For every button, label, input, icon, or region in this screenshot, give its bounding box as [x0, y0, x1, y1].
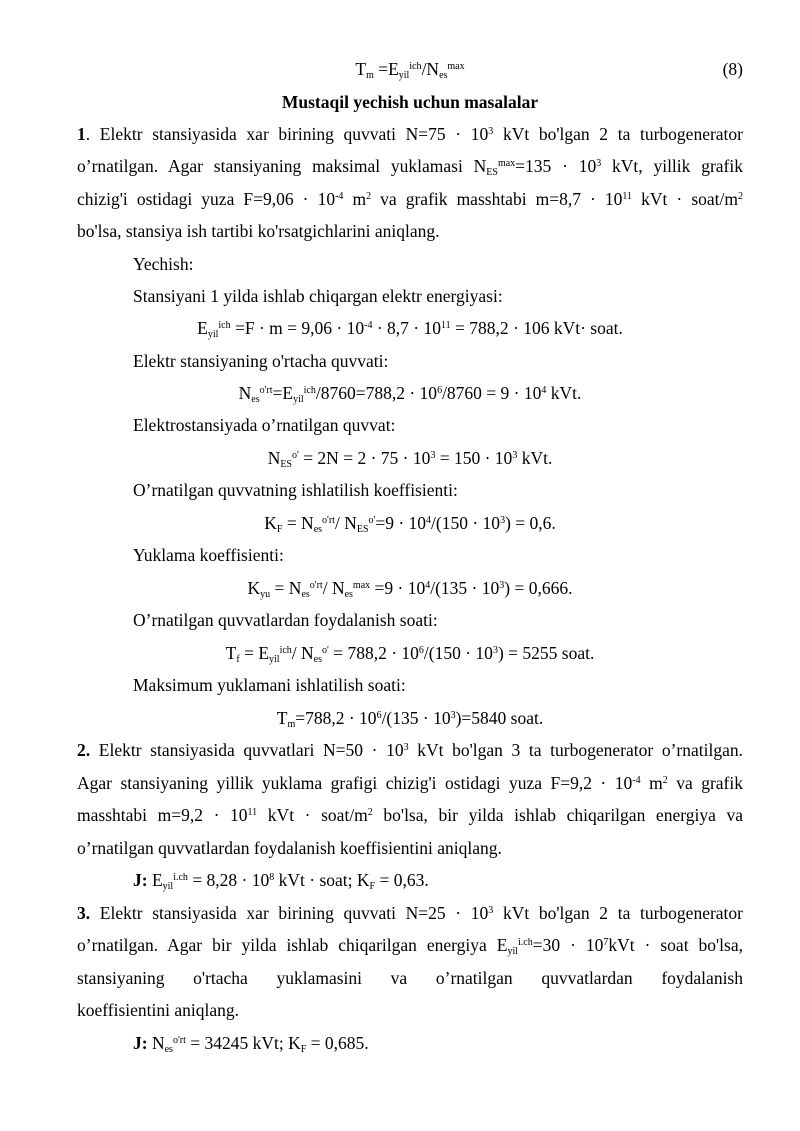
problem-3-line-2: o’rnatilgan. Agar bir yilda ishlab chiqarilgan energiya $E_{yil}^{i.ch}=30 \cdot 10^7kVt$ · soat bo'lsa,	[77, 935, 743, 957]
problem-2-line-2: Agar stansiyaning yillik yuklama grafigi chizig'i ostidagi yuza $F=9,2 \cdot 10^{-4}$ $m^2$ va grafik	[77, 773, 743, 793]
problem-3-line-3: stansiyaning o'rtacha yuklamasini va o’rnatilgan quvvatlardan foydalanish	[77, 968, 743, 988]
solution-step-5: Yuklama koeffisienti:	[133, 545, 284, 565]
problem-2-line-1: 2. Elektr stansiyasida quvvatlari $N=50 \cdot 10^3$ kVt bo'lgan 3 ta turbogenerator o’rnatilgan.	[77, 740, 743, 760]
problem-1-line-4: bo'lsa, stansiya ish tartibi ko'rsatgichlarini aniqlang.	[77, 221, 440, 241]
problem-1-line-2: o’rnatilgan. Agar stansiyaning maksimal yuklamasi $N_{ES}^{max}=135 \cdot 10^3$ kVt, yillik grafik	[77, 156, 743, 178]
solution-equation-7: $T_m=788,2 \cdot 10^6/(135 \cdot 10^3)=5840$ soat.	[276, 708, 544, 730]
problem-2-line-4: o’rnatilgan quvvatlardan foydalanish koeffisientini aniqlang.	[77, 838, 502, 858]
problem-2-answer: J: $E_{yil}^{i.ch} = 8,28 \cdot 10^8$ kVt · soat; $K_F = 0,63$.	[133, 870, 429, 892]
solution-step-1: Stansiyani 1 yilda ishlab chiqargan elektr energiyasi:	[133, 286, 503, 306]
problem-2-line-3: masshtabi $m=9,2 \cdot 10^{11}$ kVt · soat/$m^2$ bo'lsa, bir yilda ishlab chiqarilgan energiya va	[77, 805, 743, 825]
solution-step-6: O’rnatilgan quvvatlardan foydalanish soati:	[133, 610, 438, 630]
solution-step-3: Elektrostansiyada o’rnatilgan quvvat:	[133, 415, 396, 435]
solution-equation-5: $K_{yu} = N_{es}^{o'rt}/$ $N_{es}^{max} =9 \cdot 10^4/(135 \cdot 10^3) = 0,666$.	[247, 578, 573, 600]
solution-equation-4: $K_F = N_{es}^{o'rt}/$ $N_{ES}^{o'}=9 \cdot 10^4/(150 \cdot 10^3) = 0,6$.	[264, 513, 556, 535]
solution-step-7: Maksimum yuklamani ishlatilish soati:	[133, 675, 406, 695]
solution-step-2: Elektr stansiyaning o'rtacha quvvati:	[133, 351, 389, 371]
solution-equation-2: $N_{es}^{o'rt}=E_{yil}^{ich}/8760=788,2 \cdot 10^6/8760 = 9 \cdot 10^4$ kVt.	[238, 383, 582, 405]
solution-equation-3: $N_{ES}^{o'} = 2N = 2 \cdot 75 \cdot 10^3 = 150 \cdot 10^3$ kVt.	[267, 448, 553, 470]
problem-1-line-3: chizig'i ostidagi yuza $F=9,06 \cdot 10^{-4}$ $m^2$ va grafik masshtabi $m=8,7 \cdot 10^{11}$ kVt · soat/$m^2$	[77, 189, 743, 209]
section-heading: Mustaqil yechish uchun masalalar	[281, 92, 539, 112]
solution-step-4: O’rnatilgan quvvatning ishlatilish koeffisienti:	[133, 480, 458, 500]
solution-equation-1: $E_{yil}^{ich} =F \cdot m = 9,06 \cdot 10^{-4} \cdot 8,7 \cdot 10^{11} = 788,2 \cdot 106$ kVt· soat.	[197, 318, 623, 340]
problem-3-line-4: koeffisientini aniqlang.	[77, 1000, 240, 1020]
solution-title: Yechish:	[133, 254, 194, 274]
problem-1-line-1: 1. Elektr stansiyasida xar birining quvvati $N=75 \cdot 10^3$ kVt bo'lgan 2 ta turbogenerator	[77, 124, 743, 144]
formula-8: $T_m =E_{yil}^{ich}/N_{es}^{max}$	[355, 59, 465, 81]
problem-3-line-1: 3. Elektr stansiyasida xar birining quvvati $N=25 \cdot 10^3$ kVt bo'lgan 2 ta turbogenerator	[77, 903, 743, 923]
solution-equation-6: $T_f = E_{yil}^{ich}/$ $N_{es}^{o'} = 788,2 \cdot 10^6/(150 \cdot 10^3) = 5255$ soat.	[225, 643, 595, 665]
problem-3-answer: J: $N_{es}^{o'rt} = 34245$ kVt; $K_F = 0,685$.	[133, 1033, 369, 1055]
equation-number: (8)	[722, 59, 743, 79]
